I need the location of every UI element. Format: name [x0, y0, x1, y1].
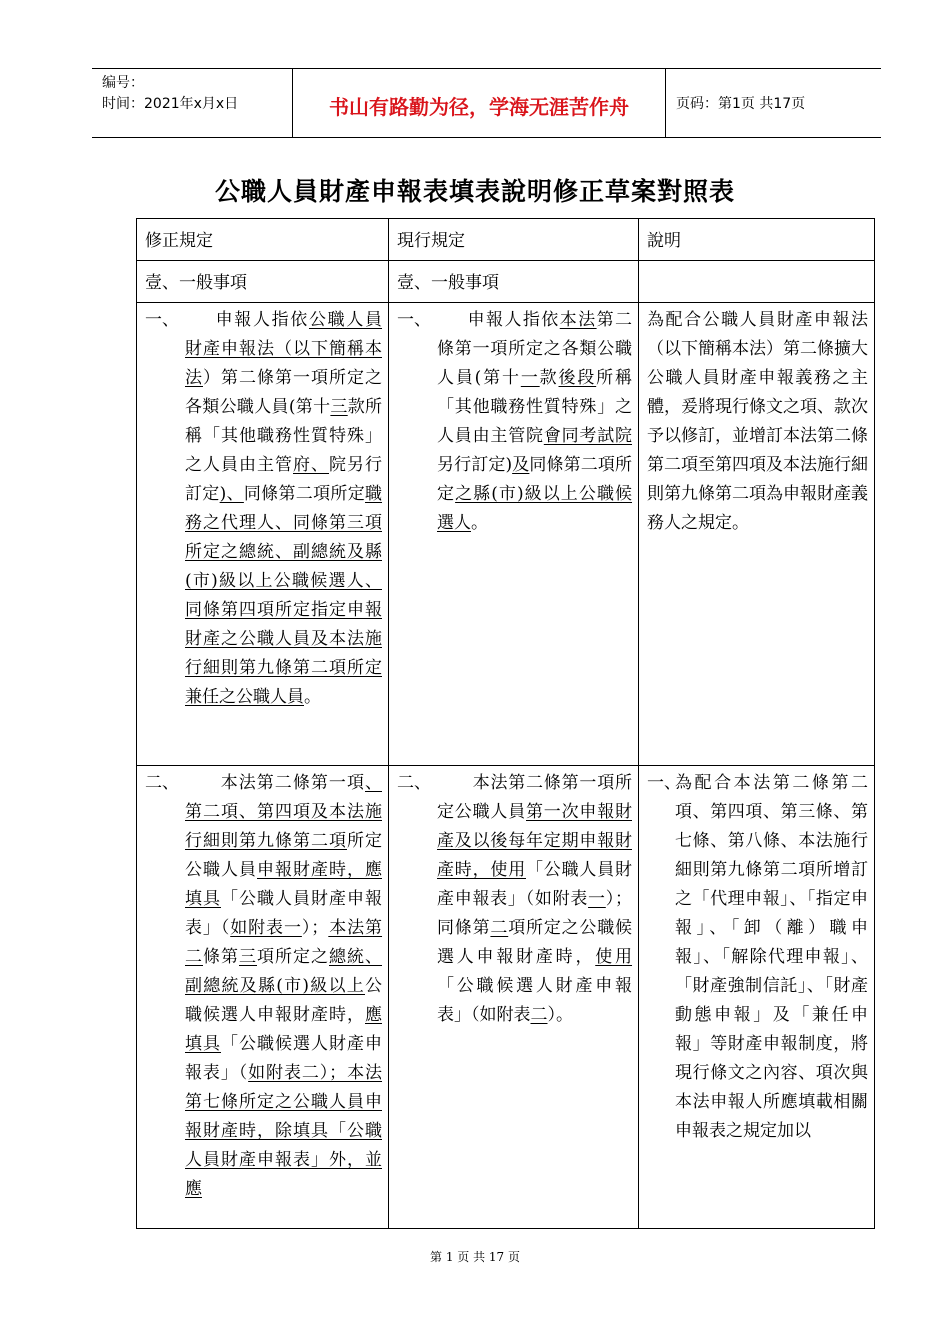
- text-span: ）第二條第一項所定之各類公職人員(第十: [185, 368, 382, 417]
- text-span: 所定公職人員: [185, 831, 382, 880]
- text-span: 所稱「其他職務性質特殊」之人員由主管院: [437, 368, 633, 446]
- time-label: 时间：2021年x月x日: [102, 96, 239, 112]
- text-span: ）；: [301, 918, 329, 938]
- text-span: 公職候選人申報財產時，: [185, 976, 382, 1025]
- text-span: 同條第二項所定: [437, 455, 633, 504]
- item-number: 一、: [145, 310, 179, 330]
- text-span: ）。: [547, 1005, 573, 1025]
- current-cell: [389, 766, 639, 1229]
- text-span: 申報人指依: [467, 310, 560, 330]
- item-number: 一、: [397, 310, 431, 330]
- text-span: 使用: [595, 947, 633, 967]
- item-number: 二、: [397, 773, 431, 793]
- text-span: 後段: [558, 368, 597, 388]
- item-number: 一、: [647, 773, 681, 793]
- table-row: [137, 303, 875, 766]
- column-header-revised: 修正規定: [137, 219, 389, 261]
- text-span: 之縣(市)級以上公職候選人: [437, 484, 633, 533]
- text-span: 、第二項、第四項及本法施行細則第九條第二項: [185, 773, 382, 851]
- text-span: 會同考試院: [543, 426, 633, 446]
- column-header-current: 現行規定: [389, 219, 639, 261]
- text-span: 及: [512, 455, 530, 475]
- text-span: 。: [304, 687, 321, 707]
- text-span: 條第: [203, 947, 239, 967]
- text-span: 院另行訂定: [185, 455, 382, 504]
- text-span: 公職人員財產申報法（以下簡稱本法: [185, 310, 383, 388]
- text-span: 另行訂定): [437, 455, 513, 475]
- text-span: 「公職人員財產申報表」（如附表: [437, 860, 632, 909]
- current-cell: [389, 303, 639, 766]
- text-span: 「公職人員財產申報表」（: [185, 889, 382, 938]
- text-span: 總統、副總統及縣(市)級以上: [185, 947, 382, 996]
- text-span: 三: [330, 397, 348, 417]
- text-span: ）；同條第: [437, 889, 633, 938]
- section-heading-notes: [639, 261, 875, 303]
- table-row: [137, 766, 875, 1229]
- revised-cell: [137, 766, 389, 1229]
- text-span: 第一次申報財產及以後每年定期申報財產時，使用: [437, 802, 632, 880]
- text-span: )、: [219, 484, 244, 504]
- text-span: 項所定之: [257, 947, 329, 967]
- notes-cell: 為配合公職人員財產申報法（以下簡稱本法）第二條擴大公職人員財產申報義務之主體，爰將現行條文之項、款次予以修訂，並增訂本法第二條第二項至第四項及本法施行細則第九條第二項為申報財產義務人之規定。: [639, 303, 875, 766]
- text-span: 職務之代理人、同條第三項所定之總統、副總統及縣(市)級以上公職候選人、同條第四項所定指定申報財產之公職人員及本法施行細則第九條第二項所定兼任之公職人員: [185, 484, 383, 707]
- text-span: 本法第二條第一項: [220, 773, 365, 793]
- text-span: 款所稱「其他職務性質特殊」之人員由主管: [185, 397, 383, 475]
- text-span: 本法第二條第一項所定公職人員: [437, 773, 632, 822]
- revised-cell: [137, 303, 389, 766]
- text-span: 款: [539, 368, 559, 388]
- page-footer: 第 1 页 共 17 页: [430, 1250, 520, 1264]
- text-span: 本法: [559, 310, 597, 330]
- section-row: [137, 261, 875, 303]
- text-span: 第二條第一項所定之各類公職人員(第十: [437, 310, 633, 388]
- text-span: 二: [530, 1005, 548, 1025]
- revised-text: [145, 306, 382, 712]
- text-span: 項所定之公職候選人申報財產時，: [437, 918, 633, 967]
- current-text: [397, 306, 632, 538]
- text-span: 「公職候選人財產申報表」（: [185, 1034, 382, 1083]
- text-span: 一: [588, 889, 606, 909]
- header-meta: [102, 73, 238, 115]
- text-span: 「公職候選人財產申報表」（如附表: [437, 976, 632, 1025]
- text-span: 本法第二: [185, 918, 383, 967]
- number-label: 编号：: [102, 75, 144, 91]
- header-divider: [665, 69, 666, 137]
- table-header-row: [137, 219, 875, 261]
- text-span: 如附表一: [230, 918, 302, 938]
- header-page-label: 页码：第1页 共17页: [676, 96, 806, 112]
- section-heading-current: 壹、一般事項: [389, 261, 639, 303]
- comparison-table: [136, 218, 875, 1229]
- text-span: 申報人指依: [215, 310, 309, 330]
- notes-cell: [639, 766, 875, 1229]
- current-text: [397, 769, 632, 1030]
- text-span: 府、: [293, 455, 329, 475]
- text-span: 應填具: [185, 1005, 382, 1054]
- document-header: [92, 68, 881, 138]
- text-span: 二: [490, 918, 509, 938]
- text-span: 同條第二項所定: [243, 484, 366, 504]
- item-number: 二、: [145, 773, 179, 793]
- column-header-notes: 說明: [639, 219, 875, 261]
- notes-text: 為配合本法第二條第二項、第四項、第三條、第七條、第八條、本法施行細則第九條第二項所增訂之「代理申報」、「指定申報」、「卸（離）職申報」、「解除代理申報」、「財產強制信託」、「財產動態申報」及「兼任申報」等財產申報制度，將現行條文之內容、項次與本法申報人所應填載相關申報表之規定加以: [675, 773, 868, 1141]
- text-span: 如附表二）；本法第七條所定之公職人員申報財產時，除填具「公職人員財產申報表」外，並應: [185, 1063, 383, 1199]
- text-span: 。: [471, 513, 488, 533]
- text-span: 申報財產時，應填具: [185, 860, 382, 909]
- page-title: 公職人員財產申報表填表說明修正草案對照表: [214, 177, 735, 206]
- header-motto: 书山有路勤为径，学海无涯苦作舟: [329, 95, 629, 119]
- text-span: 一: [520, 368, 540, 388]
- text-span: 三: [239, 947, 257, 967]
- revised-text: [145, 769, 382, 1204]
- section-heading-revised: 壹、一般事項: [137, 261, 389, 303]
